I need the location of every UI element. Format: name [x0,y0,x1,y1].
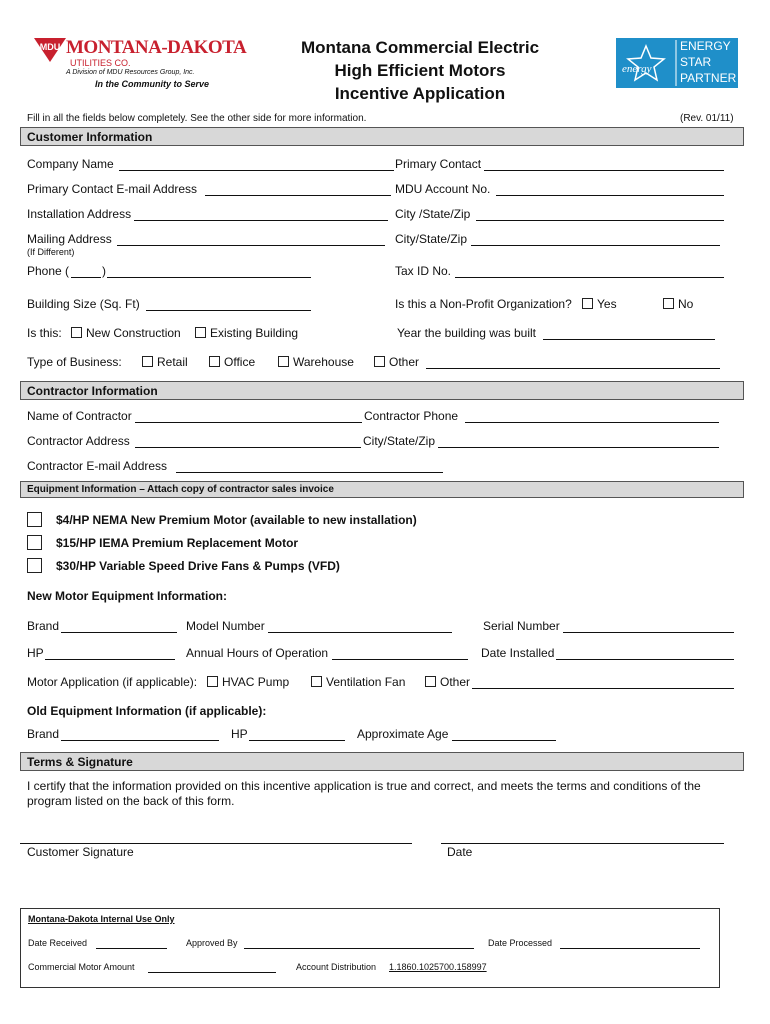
approved-by-label: Approved By [186,938,238,948]
hvac-pump-label: HVAC Pump [222,675,290,689]
customer-signature-field[interactable] [20,843,412,844]
if-different-note: (If Different) [27,247,75,257]
svg-text:STAR: STAR [680,55,712,69]
account-distribution-value: 1.1860.1025700.158997 [389,962,487,972]
logo-company-name: MONTANA-DAKOTA [66,37,247,58]
mdu-account-field[interactable] [496,195,724,196]
checkbox-icon[interactable] [278,356,289,367]
incentive-option-2-label: $15/HP IEMA Premium Replacement Motor [56,536,299,550]
motor-application-label: Motor Application (if applicable): [27,675,198,689]
form-title-line-2: High Efficient Motors [334,61,506,80]
mailing-city-state-zip-field[interactable] [471,245,720,246]
customer-information-header: Customer Information [20,127,744,146]
energy-star-icon [616,38,738,88]
svg-text:PARTNER: PARTNER [680,71,737,85]
brand-field[interactable] [61,632,177,633]
ventilation-fan-label: Ventilation Fan [326,675,406,689]
revision-text: (Rev. 01/11) [680,113,734,124]
signature-date-field[interactable] [441,843,724,844]
checkbox-icon[interactable] [142,356,153,367]
non-profit-label: Is this a Non-Profit Organization? [395,297,572,311]
checkbox-icon[interactable] [663,298,674,309]
contractor-email-label: Contractor E-mail Address [27,459,168,473]
old-brand-field[interactable] [61,740,219,741]
certification-statement-line-1: I certify that the information provided on this incentive application is true and correct, and meets the terms and conditions of the [27,779,701,793]
contact-email-field[interactable] [205,195,391,196]
contractor-city-state-zip-label: City/State/Zip [363,434,436,448]
is-this-label: Is this: [27,326,62,340]
old-hp-label: HP [231,727,248,741]
existing-building-option[interactable] [195,326,298,340]
install-city-state-zip-field[interactable] [476,220,724,221]
date-processed-field[interactable] [560,948,700,949]
annual-hours-field[interactable] [332,659,468,660]
hp-label: HP [27,646,44,660]
contractor-email-field[interactable] [176,472,443,473]
internal-use-heading: Montana-Dakota Internal Use Only [28,914,175,924]
customer-signature-label: Customer Signature [27,845,134,859]
mailing-city-state-zip-label: City/State/Zip [395,232,468,246]
equipment-information-header: Equipment Information – Attach copy of contractor sales invoice [20,481,744,498]
building-size-field[interactable] [146,310,311,311]
svg-text:energy: energy [622,63,652,75]
business-other-option[interactable] [374,355,419,369]
checkbox-icon[interactable] [195,327,206,338]
contractor-address-label: Contractor Address [27,434,130,448]
date-received-field[interactable] [96,948,167,949]
building-size-label: Building Size (Sq. Ft) [27,297,140,311]
primary-contact-field[interactable] [484,170,724,171]
approved-by-field[interactable] [244,948,474,949]
new-motor-heading: New Motor Equipment Information: [27,589,227,603]
application-other-option[interactable] [425,675,470,689]
logo-sub: UTILITIES CO. [70,58,131,68]
form-title-line-1: Montana Commercial Electric [300,38,540,57]
svg-text:ENERGY: ENERGY [680,39,731,53]
business-warehouse-option[interactable] [278,355,354,369]
logo-tagline: In the Community to Serve [95,79,210,89]
contractor-address-field[interactable] [135,447,361,448]
mailing-address-field[interactable] [117,245,385,246]
checkbox-icon[interactable] [207,676,218,687]
install-city-state-zip-label: City /State/Zip [395,207,471,221]
contractor-name-field[interactable] [135,422,362,423]
installation-address-field[interactable] [134,220,388,221]
old-hp-field[interactable] [249,740,345,741]
terms-signature-header: Terms & Signature [20,752,744,771]
type-of-business-label: Type of Business: [27,355,122,369]
phone-area-code-field[interactable] [71,277,101,278]
instructions-text: Fill in all the fields below completely. See the other side for more information. [27,113,367,124]
checkbox-icon[interactable] [374,356,385,367]
form-title-line-3: Incentive Application [334,84,506,103]
date-received-label: Date Received [28,938,88,948]
phone-number-field[interactable] [107,277,311,278]
application-other-label: Other [440,675,471,689]
checkbox-icon[interactable] [311,676,322,687]
existing-building-label: Existing Building [210,326,299,340]
date-installed-field[interactable] [556,659,734,660]
non-profit-no-option[interactable] [663,297,693,311]
checkbox-icon[interactable] [209,356,220,367]
non-profit-yes-option[interactable] [582,297,617,311]
phone-label: Phone ( [27,264,70,278]
ventilation-fan-option[interactable] [311,675,405,689]
incentive-option-3-checkbox[interactable] [27,558,42,573]
incentive-option-1-label: $4/HP NEMA New Premium Motor (available to new installation) [56,513,417,527]
checkbox-icon[interactable] [425,676,436,687]
tax-id-field[interactable] [455,277,724,278]
primary-contact-label: Primary Contact [395,157,482,171]
hvac-pump-option[interactable] [207,675,289,689]
incentive-option-2-checkbox[interactable] [27,535,42,550]
model-number-field[interactable] [268,632,452,633]
mdu-account-label: MDU Account No. [395,182,491,196]
model-number-label: Model Number [186,619,265,633]
year-built-field[interactable] [543,339,715,340]
contact-email-label: Primary Contact E-mail Address [27,182,198,196]
incentive-option-1-checkbox[interactable] [27,512,42,527]
brand-label: Brand [27,619,60,633]
contractor-city-state-zip-field[interactable] [438,447,719,448]
yes-label: Yes [597,297,617,311]
new-construction-option[interactable] [71,326,181,340]
checkbox-icon[interactable] [582,298,593,309]
other-label: Other [389,355,420,369]
office-label: Office [224,355,256,369]
old-equipment-heading: Old Equipment Information (if applicable): [27,704,267,718]
mailing-address-label: Mailing Address [27,232,112,246]
annual-hours-label: Annual Hours of Operation [186,646,329,660]
business-other-field[interactable] [426,368,720,369]
serial-number-label: Serial Number [483,619,560,633]
contractor-phone-field[interactable] [465,422,719,423]
phone-paren-close: ) [102,264,106,278]
year-built-label: Year the building was built [397,326,536,340]
contractor-phone-label: Contractor Phone [364,409,459,423]
tax-id-label: Tax ID No. [395,264,452,278]
signature-date-label: Date [447,845,473,859]
retail-label: Retail [157,355,188,369]
installation-address-label: Installation Address [27,207,132,221]
incentive-option-3-label: $30/HP Variable Speed Drive Fans & Pumps (VFD) [56,559,340,573]
account-distribution-label: Account Distribution [296,962,377,972]
checkbox-icon[interactable] [71,327,82,338]
application-other-field[interactable] [472,688,734,689]
hp-field[interactable] [45,659,175,660]
certification-statement-line-2: program listed on the back of this form. [27,794,235,808]
commercial-motor-amount-label: Commercial Motor Amount [28,962,135,972]
date-processed-label: Date Processed [488,938,553,948]
no-label: No [678,297,694,311]
approximate-age-field[interactable] [452,740,556,741]
company-name-field[interactable] [119,170,394,171]
logo-division: A Division of MDU Resources Group, Inc. [66,69,195,76]
serial-number-field[interactable] [563,632,734,633]
approximate-age-label: Approximate Age [357,727,449,741]
svg-text:MDU: MDU [39,42,61,52]
warehouse-label: Warehouse [293,355,354,369]
date-installed-label: Date Installed [481,646,555,660]
business-office-option[interactable] [209,355,255,369]
energy-star-partner-logo [616,38,738,88]
mdu-emblem-icon [34,38,66,62]
company-name-label: Company Name [27,157,114,171]
contractor-information-header: Contractor Information [20,381,744,400]
old-brand-label: Brand [27,727,60,741]
contractor-name-label: Name of Contractor [27,409,132,423]
commercial-motor-amount-field[interactable] [148,972,276,973]
new-construction-label: New Construction [86,326,181,340]
business-retail-option[interactable] [142,355,188,369]
